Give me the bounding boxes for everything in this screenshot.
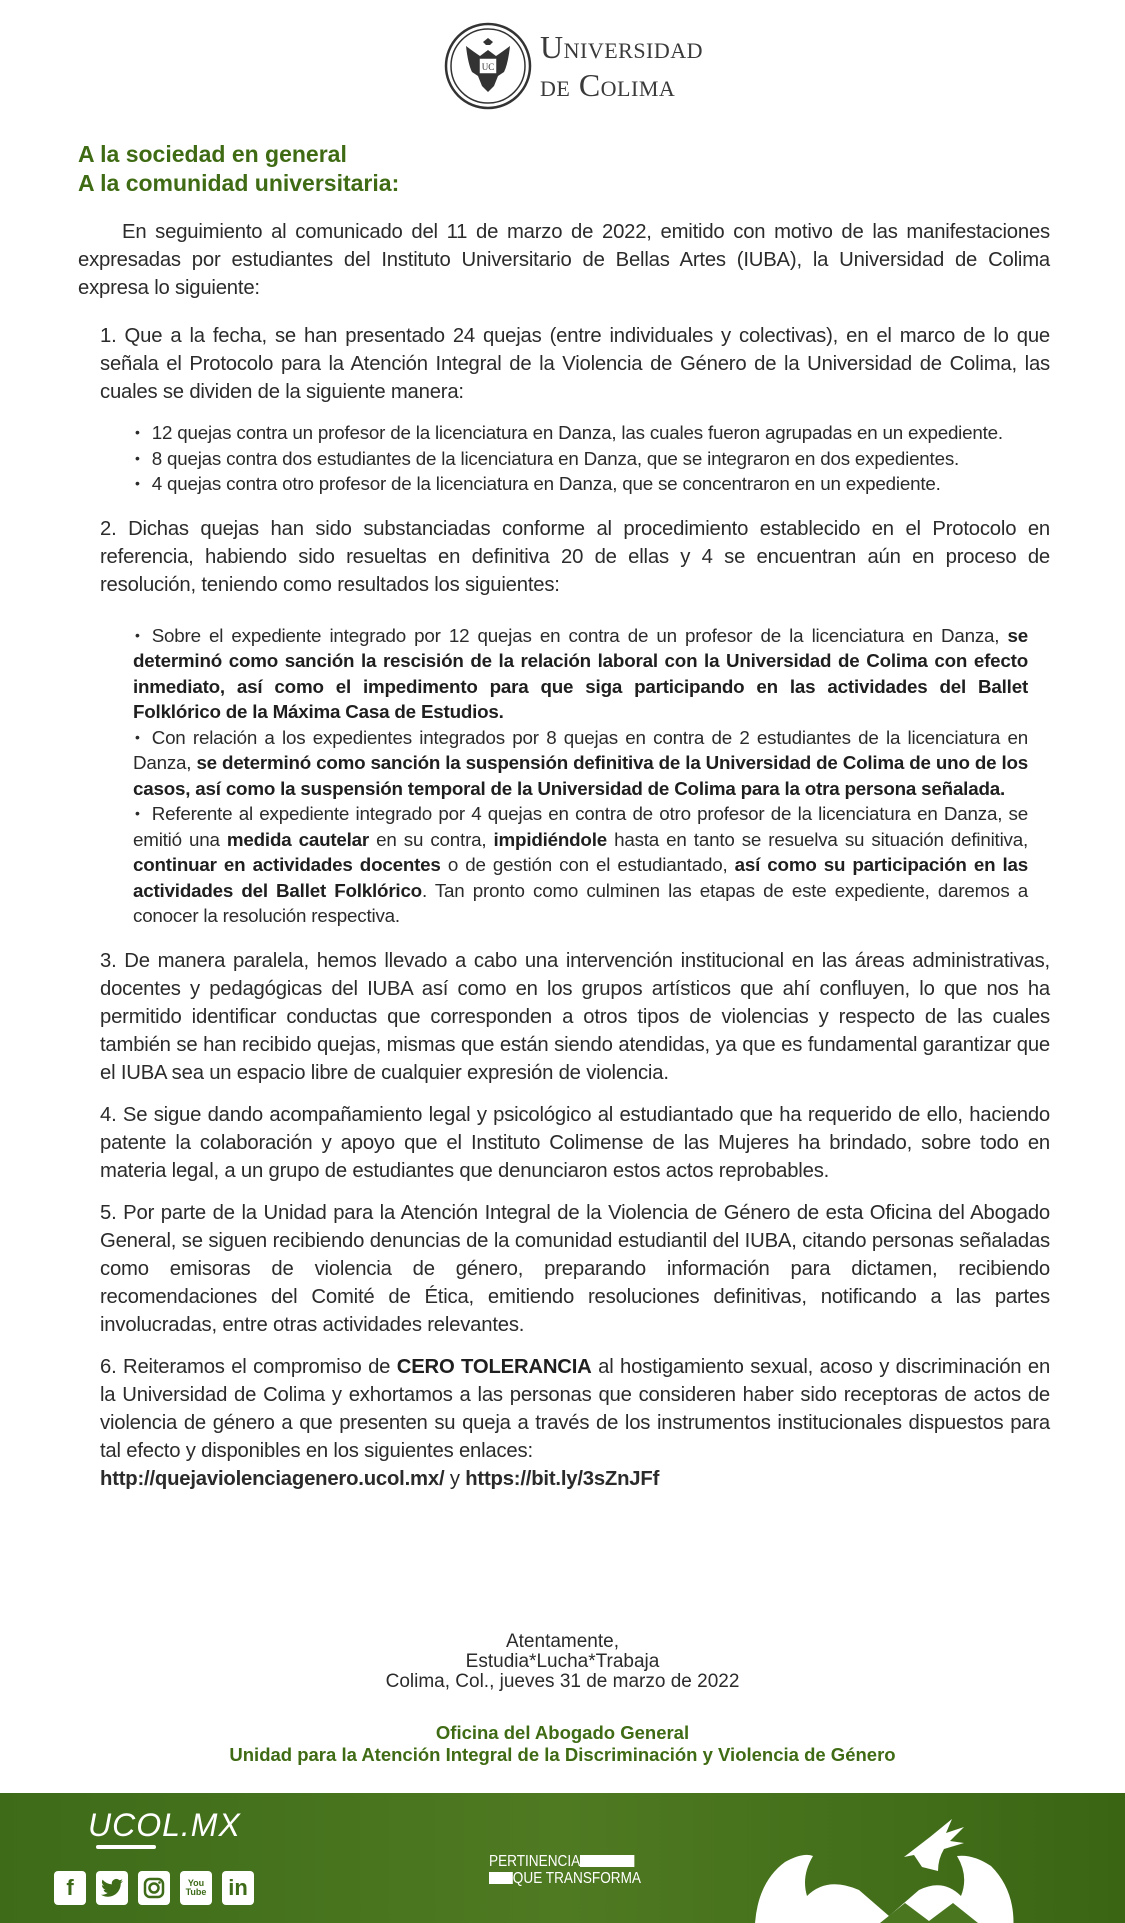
linkedin-icon[interactable]: in bbox=[222, 1871, 254, 1905]
salutation-line2: A la comunidad universitaria: bbox=[78, 170, 400, 196]
result-text: Con relación a los expedientes integrados por 8 quejas en contra de 2 estudiantes de la licenciatura en Danza, bbox=[133, 726, 1028, 773]
instagram-glyph-icon bbox=[143, 1877, 165, 1899]
complaint-links bbox=[100, 1465, 1050, 1493]
complaint-item: • 4 quejas contra otro profesor de la licenciatura en Danza, que se concentraron en un expediente. bbox=[133, 471, 1050, 497]
zero-tolerance: CERO TOLERANCIA bbox=[396, 1355, 592, 1378]
site-url[interactable]: UCOL.MX bbox=[88, 1807, 241, 1843]
point-6 bbox=[100, 1353, 1050, 1465]
eagle-emblem-icon bbox=[735, 1807, 1125, 1923]
place-date: Colima, Col., jueves 31 de marzo de 2022 bbox=[385, 1671, 740, 1692]
point-5: 5. Por parte de la Unidad para la Atención Integral de la Violencia de Género de esta Oficina del Abogado General, se siguen recibiendo denuncias de la comunidad estudiantil del IUBA, citando personas señaladas como emisoras de violencia de género, preparando información para dictamen, recibiendo recomendaciones del Comité de Ética, emitiendo resoluciones definitivas, notificando a las partes involucradas, entre otras actividades relevantes. bbox=[100, 1201, 1050, 1336]
closing bbox=[0, 1632, 1125, 1692]
university-name bbox=[540, 28, 703, 104]
swoosh bbox=[96, 1845, 156, 1849]
social-links bbox=[54, 1871, 254, 1905]
site-logo[interactable] bbox=[88, 1807, 241, 1844]
point-6-text: 6. Reiteramos el compromiso de bbox=[100, 1355, 397, 1378]
youtube-icon[interactable]: You Tube bbox=[180, 1871, 212, 1905]
twitter-bird-icon bbox=[101, 1878, 123, 1898]
complaint-item: • 12 quejas contra un profesor de la licenciatura en Danza, las cuales fueron agrupadas en un expediente. bbox=[133, 420, 1050, 446]
result-text: . Tan pronto como culminen las etapas de este expediente, daremos a conocer la resolución respectiva. bbox=[133, 879, 1028, 926]
letter-body bbox=[78, 218, 1050, 1493]
unit-name: Unidad para la Atención Integral de la Discriminación y Violencia de Género bbox=[229, 1744, 896, 1765]
result-sanction: se determinó como sanción la suspensión definitiva de la Universidad de Colima de uno de los casos, así como la suspensión temporal de la Universidad de Colima para la otra persona señalada. bbox=[133, 752, 1029, 799]
result-text: Referente al expediente integrado por 4 quejas en contra de otro profesor de la licenciatura en Danza, se emitió una bbox=[133, 803, 1028, 850]
tagline-line1: PERTINENCIA bbox=[489, 1853, 581, 1870]
salutation bbox=[78, 140, 399, 198]
point-2: 2. Dichas quejas han sido substanciadas conforme al procedimiento establecido en el Protocolo en referencia, habiendo sido resueltas en definitiva 20 de ellas y 4 se encuentran aún en proceso de resolución, teniendo como resultados los siguientes: bbox=[100, 517, 1050, 596]
results-list bbox=[78, 623, 1050, 929]
motto: Estudia*Lucha*Trabaja bbox=[465, 1651, 660, 1672]
intro-paragraph: En seguimiento al comunicado del 11 de marzo de 2022, emitido con motivo de las manifestaciones expresadas por estudiantes del Instituto Universitario de Bellas Artes (IUBA), la Universidad de Colima expresa lo siguiente: bbox=[78, 221, 1050, 299]
result-emphasis: continuar en actividades docentes bbox=[133, 854, 441, 875]
result-item bbox=[133, 623, 1050, 725]
result-emphasis: medida cautelar bbox=[226, 828, 370, 850]
result-text: Sobre el expediente integrado por 12 quejas en contra de un profesor de la licenciatura en Danza, bbox=[151, 624, 1008, 646]
result-text: o de gestión con el estudiantado, bbox=[440, 854, 735, 875]
point-3: 3. De manera paralela, hemos llevado a cabo una intervención institucional en las áreas administrativas, docentes y pedagógicas del IUBA así como en los grupos artísticos que ahí confluyen, lo que nos ha permitido identificar conductas que corresponden a otros tipos de violencias y respecto de las cuales también se han recibido quejas, mismas que están siendo atendidas, ya que es fundamental garantizar que el IUBA sea un espacio libre de cualquier expresión de violencia. bbox=[100, 949, 1050, 1084]
tagline-line2: QUE TRANSFORMA bbox=[512, 1870, 642, 1887]
result-text: en su contra, bbox=[369, 828, 494, 850]
instagram-icon[interactable] bbox=[138, 1871, 170, 1905]
links-connector: y bbox=[444, 1467, 466, 1490]
twitter-icon[interactable] bbox=[96, 1871, 128, 1905]
complaints-list bbox=[78, 420, 1050, 497]
tagline-bar bbox=[489, 1872, 513, 1884]
result-emphasis: impidiéndole bbox=[493, 828, 607, 850]
tagline bbox=[489, 1853, 641, 1887]
university-seal-icon bbox=[444, 22, 532, 110]
result-item bbox=[133, 801, 1050, 929]
letterhead bbox=[444, 22, 703, 110]
svg-text:UC: UC bbox=[481, 62, 495, 72]
point-6-text: al hostigamiento sexual, acoso y discriminación en la Universidad de Colima y exhortamos a las personas que consideren haber sido receptoras de actos de violencia de género a que presenten su queja a través de los instrumentos institucionales dispuestos para tal efecto y disponibles en los siguientes enlaces: bbox=[100, 1355, 1051, 1462]
signing-office bbox=[0, 1722, 1125, 1766]
university-name-line1: Universidad bbox=[540, 29, 704, 65]
result-sanction: se determinó como sanción la rescisión de la relación laboral con la Universidad de Colima con efecto inmediato, así como el impedimento para que siga participando en las actividades del Ballet Folklórico de la Máxima Casa de Estudios. bbox=[133, 624, 1028, 722]
complaint-link-1[interactable]: http://quejaviolenciagenero.ucol.mx/ bbox=[100, 1467, 445, 1490]
facebook-icon[interactable]: f bbox=[54, 1871, 86, 1905]
university-name-line2: de Colima bbox=[540, 67, 676, 103]
salutation-line1: A la sociedad en general bbox=[78, 141, 347, 167]
office-name: Oficina del Abogado General bbox=[435, 1722, 690, 1743]
result-text: hasta en tanto se resuelva su situación definitiva, bbox=[606, 828, 1028, 850]
complaint-item: • 8 quejas contra dos estudiantes de la licenciatura en Danza, que se integraron en dos expedientes. bbox=[133, 446, 1050, 472]
result-emphasis: así como su participación en las actividades del Ballet Folklórico bbox=[133, 854, 1028, 901]
point-4: 4. Se sigue dando acompañamiento legal y psicológico al estudiantado que ha requerido de ello, haciendo patente la colaboración y apoyo que el Instituto Colimense de las Mujeres ha brindado, sobre todo en materia legal, a un grupo de estudiantes que denunciaron estos actos reprobables. bbox=[100, 1103, 1050, 1182]
result-item bbox=[133, 725, 1050, 802]
tagline-bar bbox=[580, 1855, 634, 1867]
footer-banner bbox=[0, 1793, 1125, 1923]
complaint-link-2[interactable]: https://bit.ly/3sZnJFf bbox=[465, 1467, 660, 1490]
point-1: 1. Que a la fecha, se han presentado 24 quejas (entre individuales y colectivas), en el marco de lo que señala el Protocolo para la Atención Integral de la Violencia de Género de la Universidad de Colima, las cuales se dividen de la siguiente manera: bbox=[100, 325, 1050, 403]
closing-line1: Atentamente, bbox=[505, 1631, 620, 1652]
